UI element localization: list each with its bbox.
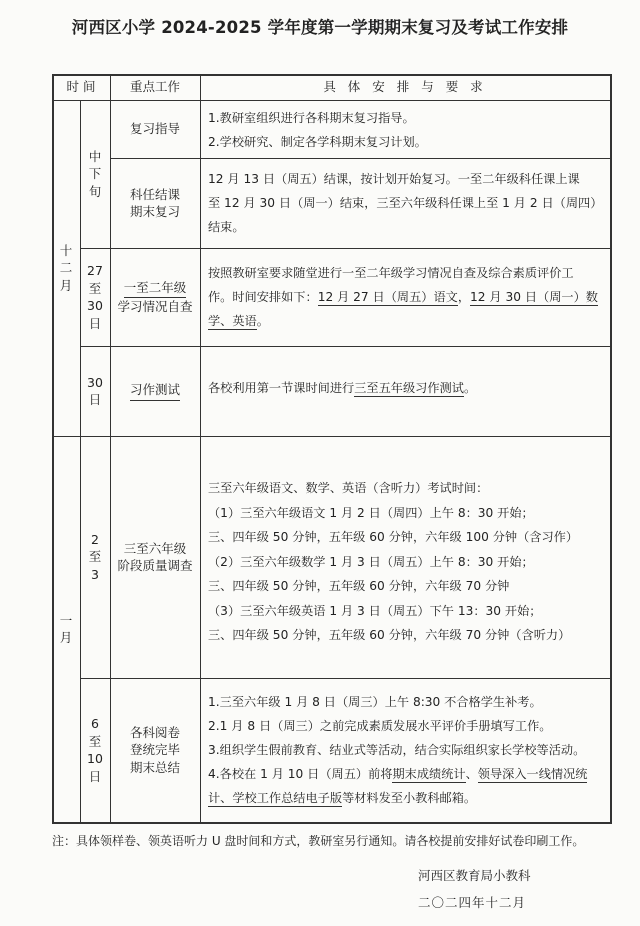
signature-date: 二〇二四年十二月 [418, 895, 527, 910]
details-grading-summary: 1.三至六年级 1 月 8 日（周三）上午 8:30 不合格学生补考。 2.1 月 8 日（周三）之前完成素质发展水平评价手册填写工作。 3.组织学生假前教育、结业式等活动，结合实际组织家长学校等活动。 4.各校在 1 月 10 日（周五）前将期末成绩统计、领导深入一线情况统 计、学校工作总结电子版等材料发至小教科邮箱。 [208, 695, 588, 805]
schedule-table [52, 74, 612, 824]
work-course-end-review: 科任结课 期末复习 [129, 186, 180, 219]
header-work: 重点工作 [129, 79, 180, 95]
header-time: 时 间 [66, 79, 96, 95]
work-grade1-2-selfcheck: 一至二年级 学习情况自查 [117, 279, 193, 314]
signature-org: 河西区教育局小教科 [418, 868, 531, 883]
details-course-end-review: 12 月 13 日（周五）结课，按计划开始复习。一至二年级科任课上课 至 12 月 30 日（周一）结束，三至六年级科任课上至 1 月 2 日（周四） 结束。 [208, 172, 603, 234]
work-writing-test: 习作测试 [110, 346, 200, 436]
header-details: 具 体 安 排 与 要 求 [323, 79, 487, 95]
time-30: 30 日 [87, 374, 103, 407]
work-grading-summary: 各科阅卷 登统完毕 期末总结 [129, 724, 180, 775]
details-quality-survey: 三至六年级语文、数学、英语（含听力）考试时间： （1）三至六年级语文 1 月 2 日（周四）上午 8：30 开始； 三、四年级 50 分钟，五年级 60 分钟，六年级 100 分钟（含习作） （2）三至六年级数学 1 月 3 日（周五）上午 8：30 开始； 三、四年级 50 分钟，五年级 60 分钟，六年级 70 分钟 （3）三至六年级英语 1 月 3 日（周五）下午 13：30 开始； 三、四年级 50 分钟，五年级 60 分钟，六年级 70 分钟（含听力） [208, 481, 579, 642]
page-title: 河西区小学 2024-2025 学年度第一学期期末复习及考试工作安排 [71, 18, 569, 37]
details-writing-test: 各校利用第一节课时间进行三至五年级习作测试。 [208, 381, 477, 395]
month-december: 十 二 月 [59, 242, 73, 293]
details-grade1-2-selfcheck: 按照教研室要求随堂进行一至二年级学习情况自查及综合素质评价工 作。时间安排如下：12 月 27 日（周五）语文，12 月 30 日（周一）数 学、英语。 [208, 266, 598, 328]
time-6-10: 6 至 10 日 [87, 716, 103, 784]
time-mid-late: 中 下 旬 [88, 148, 102, 199]
footnote: 注：具体领样卷、领英语听力 U 盘时间和方式，教研室另行通知。请各校提前安排好试卷印刷工作。 [52, 834, 585, 848]
month-january: 一 月 [59, 612, 73, 645]
work-review-guidance: 复习指导 [129, 121, 180, 137]
work-quality-survey: 三至六年级 阶段质量调查 [117, 540, 193, 573]
time-2-3: 2 至 3 [88, 531, 102, 582]
details-review-guidance: 1.教研室组织进行各科期末复习指导。 2.学校研究、制定各学科期末复习计划。 [208, 111, 427, 149]
time-27-30: 27 至 30 日 [87, 263, 103, 331]
